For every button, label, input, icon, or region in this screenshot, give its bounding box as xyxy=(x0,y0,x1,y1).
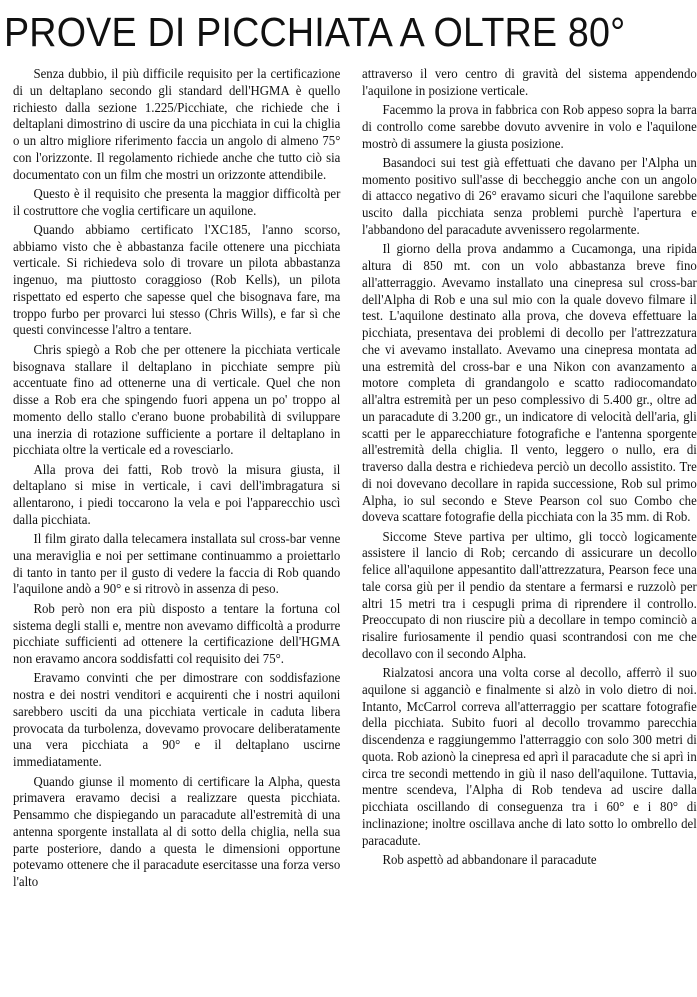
article-title: PROVE DI PICCHIATA A OLTRE 80° xyxy=(4,9,626,55)
paragraph: Chris spiegò a Rob che per ottenere la picchiata verticale bisognava stallare il deltaplano in picchiate sempre più accentuate fino ad ottenerne una di verticale. Quel che non disse a Rob era che spingendo fuori appena un po' troppo al momento dello stallo c'erano buone probabilità di sviluppare una inerzia di rotazione sufficiente a portare il deltaplano in picchiata oltre la verticale ed a rovesciarlo. xyxy=(13,341,341,458)
article-column-left xyxy=(13,66,340,893)
paragraph: Il film girato dalla telecamera installata sul cross-bar venne una meraviglia e noi per settimane continuammo a proiettarlo di tanto in tanto per il gusto di vedere la faccia di Rob quando l'aquilone andò a 90° e si ritrovò in assenza di peso. xyxy=(13,531,341,597)
paragraph-continued: attraverso il vero centro di gravità del sistema appendendo l'aquilone in posizione verticale. xyxy=(362,66,697,98)
paragraph: Rob però non era più disposto a tentare la fortuna col sistema degli stalli e, mentre non avevamo difficoltà a produrre picchiate sufficienti ad ottenere la certificazione dell'HGMA non eravamo ancora soddisfatti col requisito dei 75°. xyxy=(13,600,341,667)
paragraph: Basandoci sui test già effettuati che davano per l'Alpha un momento positivo sull'asse di beccheggio anche con un angolo di attacco negativo di 26° eravamo sicuri che l'aquilone sarebbe uscito dalla picchiata senza problemi purchè l'apertura e l'abbandono del paracadute avvenissero regolarmente. xyxy=(362,154,697,237)
paragraph: Quando abbiamo certificato l'XC185, l'anno scorso, abbiamo visto che è abbastanza facile ottenere una picchiata verticale. Si richiedeva solo di trovare un pilota abbastanza ingenuo, ma piuttosto coraggioso (Rob Kells), un pilota rispettato ed esperto che sapesse quel che bisognava fare, ma troppo furbo per provarci lui stesso (Chris Wills), e far sì che questi convincesse l'altro a tentare. xyxy=(13,221,341,338)
paragraph: Rialzatosi ancora una volta corse al decollo, afferrò il suo aquilone si agganciò e finalmente si alzò in volo dietro di noi. Intanto, McCarrol correva all'atterraggio per scattare fotografie della picchiata. Subito fuori al decollo trovammo parecchia discendenza e raggiungemmo l'atterraggio con solo 300 metri di quota. Rob azionò la cinepresa ed aprì il paracadute che si aprì in circa tre secondi mettendo in giù il naso dell'aquilone. Tuttavia, mentre scendeva, l'Alpha di Rob tendeva ad uscire dalla picchiata oscillando di conseguenza tra i 60° e i 80° di inclinazione; inoltre oscillava anche di lato sotto lo ombrello del paracadute. xyxy=(362,665,697,848)
paragraph: Facemmo la prova in fabbrica con Rob appeso sopra la barra di controllo come sarebbe dovuto avvenire in volo e l'aquilone mostrò di assumere la giusta posizione. xyxy=(362,102,697,151)
paragraph: Alla prova dei fatti, Rob trovò la misura giusta, il deltaplano si mise in verticale, i cavi dell'imbragatura si allentarono, i piedi toccarono la vela e poi l'apparecchio uscì dalla picchiata. xyxy=(13,461,341,527)
paragraph: Quando giunse il momento di certificare la Alpha, questa primavera eravamo decisi a realizzare questa picchiata. Pensammo che dispiegando un paracadute all'estremità di una antenna sporgente installata al di sotto della chiglia, nella sua parte posteriore, dando a questa le dimensioni opportune potevamo ottenere che il paracadute esercitasse una forza verso l'alto xyxy=(13,773,341,889)
paragraph: Eravamo convinti che per dimostrare con soddisfazione nostra e dei nostri venditori e acquirenti che i nostri aquiloni sarebbero usciti da una picchiata verticale in caduta libera provocata da turbolenza, dovevamo provocare deliberatamente una vera picchiata a 90° e il deltaplano uscirne immediatamente. xyxy=(13,670,341,770)
paragraph: Questo è il requisito che presenta la maggior difficoltà per il costruttore che voglia certificare un aquilone. xyxy=(13,185,341,218)
paragraph: Senza dubbio, il più difficile requisito per la certificazione di un deltaplano secondo gli standard dell'HGMA è quello richiesto dalla sezione 1.225/Picchiate, che richiede che i deltaplani dimostrino di uscire da una picchiata in cui la chiglia o un altro migliore riferimento faccia un angolo di almeno 75° con l'orizzonte. Il regolamento richiede anche che tutto ciò sia documentato con un film che mostri un orizzonte attendibile. xyxy=(13,66,341,182)
article-column-right xyxy=(362,66,697,871)
paragraph: Siccome Steve partiva per ultimo, gli toccò logicamente assistere il lancio di Rob; cercando di assicurare un decollo felice all'aquilone appesantito dall'attrezzatura, Pearson fece una tale corsa giù per il pendio da stentare a fermarsi e ruzzolò per altri 15 metri tra i cespugli prima di riprendere il controllo. Preoccupato di non riuscire più a decollare in tempo cominciò a risalire furiosamente il pendio quasi scontrandosi con me che decollavo con il secondo Alpha. xyxy=(362,528,697,661)
paragraph: Rob aspettò ad abbandonare il paracadute xyxy=(382,852,597,868)
paragraph: Il giorno della prova andammo a Cucamonga, una ripida altura di 850 mt. con un volo abbastanza breve fino all'atterraggio. Avevamo installato una cinepresa sul cross-bar dell'Alpha di Rob e una sul mio con la quale dovevo filmare il test. L'aquilone destinato alla prova, che doveva effettuare la picchiata, presentava dei problemi di decollo per l'attrezzatura che vi avevamo installato. Avevamo una cinepresa montata ad una estremità del cross-bar e una Nikon con avanzamento a motore completa di grandangolo e scatto radiocomandato all'altra estremità per un peso complessivo di 5.400 gr., oltre ad un paracadute di 3.200 gr., un indicatore di velocità dell'aria, gli scatti per le apparecchiature fotografiche e l'antenna sporgente all'estremità della chiglia. Il vento, leggero o nullo, era di traverso dalla destra e richiedeva perciò un decollo assistito. Tre di noi dovevano decollare in rapida successione, Rob sul primo Alpha, io sul secondo e Steve Pearson col suo Combo che doveva scattare fotografie della picchiata con la 35 mm. di Rob. xyxy=(362,241,697,525)
